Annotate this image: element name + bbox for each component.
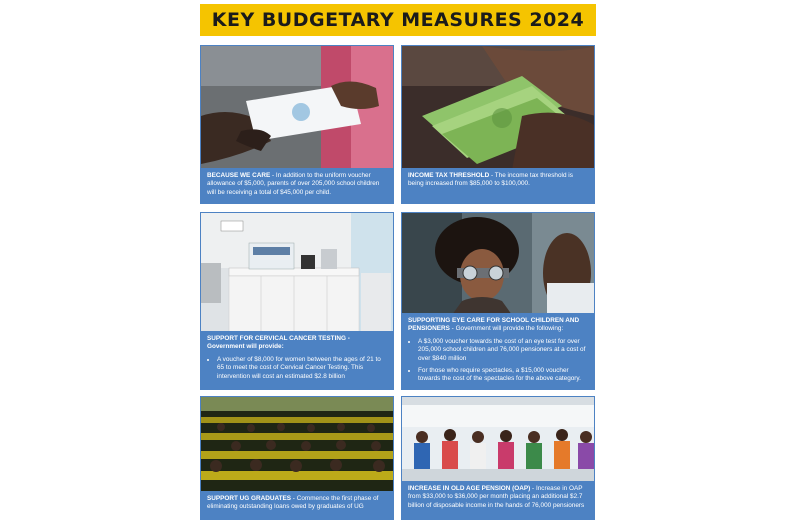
bullet-list <box>408 338 588 384</box>
pensioners-photo <box>402 397 594 483</box>
card-caption <box>201 491 393 519</box>
card-text: Government will provide: <box>207 343 284 351</box>
card-heading: INCOME TAX THRESHOLD <box>408 172 490 179</box>
card-heading: BECAUSE WE CARE <box>207 172 271 179</box>
eye-test-photo <box>402 213 594 315</box>
envelope-handover-photo <box>201 46 393 170</box>
list-item: • A voucher of $8,000 for women between the ages of 21 to 65 to meet the cost of Cervical Cancer Testing. This intervention will cost an estimated $2.8 billion <box>217 356 387 381</box>
card-heading: SUPPORT FOR CERVICAL CANCER TESTING - <box>207 335 350 342</box>
card-caption <box>402 313 594 389</box>
card-cervical-cancer-testing <box>200 212 394 390</box>
card-text: - In addition to the uniform voucher allowance of $5,000, parents of over 205,000 school children will be receiving a total of $45,000 per child. <box>207 172 380 196</box>
page-title: KEY BUDGETARY MEASURES 2024 <box>211 9 585 31</box>
card-caption <box>201 331 393 389</box>
card-caption <box>201 168 393 203</box>
card-heading: INCREASE IN OLD AGE PENSION (OAP) <box>408 485 531 492</box>
card-text: - Government will provide the following: <box>449 325 564 333</box>
card-caption <box>402 481 594 519</box>
card-eye-care <box>401 212 595 390</box>
card-heading: SUPPORT UG GRADUATES <box>207 495 292 502</box>
banknotes-photo <box>402 46 594 170</box>
bullet-list <box>207 356 387 381</box>
card-text: - The income tax threshold is being increased from $85,000 to $100,000. <box>408 172 573 188</box>
list-item: • For those who require spectacles, a $15,000 voucher towards the cost of the spectacles for the above category. <box>418 367 588 384</box>
graduates-photo <box>201 397 393 493</box>
card-ug-graduates <box>200 396 394 520</box>
card-caption <box>402 168 594 203</box>
card-because-we-care <box>200 45 394 204</box>
card-heading: SUPPORTING EYE CARE FOR SCHOOL CHILDREN AND PENSIONERS <box>408 317 580 333</box>
card-text: - Commence the first phase of eliminating outstanding loans owed by graduates of UG <box>207 495 379 511</box>
laboratory-photo <box>201 213 393 333</box>
card-old-age-pension <box>401 396 595 520</box>
title-banner <box>200 4 596 36</box>
card-income-tax-threshold <box>401 45 595 204</box>
card-text: - Increase in OAP from $33,000 to $36,000 per month placing an additional $2.7 billion of disposable income in the hands of 76,000 pensioners <box>408 485 585 509</box>
list-item: • A $3,000 voucher towards the cost of an eye test for over 205,000 school children and 76,000 pensioners at a cost of over $840 million <box>418 338 588 363</box>
